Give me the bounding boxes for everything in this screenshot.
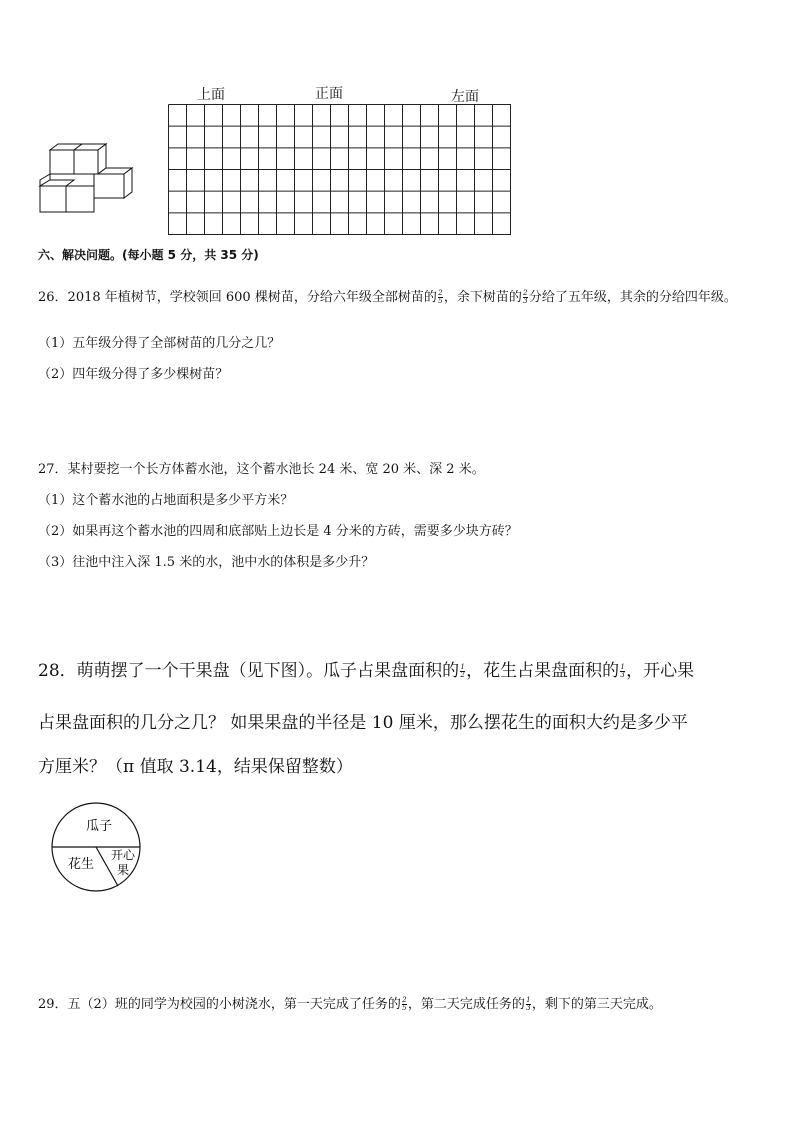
- question-27-stem: 27．某村要挖一个长方体蓄水池，这个蓄水池长 24 米、宽 20 米、深 2 米。: [38, 462, 485, 477]
- section-title: 六、解决问题。(每小题 5 分，共 35 分): [38, 248, 259, 262]
- grid-label-front: 正面: [315, 86, 343, 102]
- drawing-grid[interactable]: [168, 104, 512, 236]
- question-29-stem: 29．五（2）班的同学为校园的小树浇水，第一天完成了任务的 $\frac{2}{5}$ ，第二天完成任务的 $\frac{1}{3}$ ，剩下的第三天完成。: [38, 996, 662, 1012]
- question-26-sub1: （1）五年级分得了全部树苗的几分之几？: [38, 336, 281, 351]
- fraction: $\frac{1}{3}$: [526, 996, 531, 1012]
- question-28-line3: 方厘米？（π 值取 3.14，结果保留整数）: [38, 757, 353, 777]
- fraction: $\frac{2}{3}$: [523, 289, 528, 305]
- fruit-plate-figure: [48, 802, 148, 902]
- fraction: $\frac{2}{5}$: [438, 289, 443, 305]
- question-27-sub1: （1）这个蓄水池的占地面积是多少平方米？: [38, 493, 294, 508]
- grid-label-left: 左面: [451, 89, 479, 105]
- fraction: $\frac{2}{5}$: [402, 996, 407, 1012]
- fraction: $\frac{1}{3}$: [620, 663, 625, 679]
- question-26-stem: 26．2018 年植树节，学校领回 600 棵树苗，分给六年级全部树苗的 $\frac{2}{5}$ ，余下树苗的 $\frac{2}{3}$ 分给了五年级，其余的分给四年级。: [38, 289, 737, 305]
- grid-label-top: 上面: [197, 87, 225, 103]
- question-27-sub3: （3）往池中注入深 1.5 米的水，池中水的体积是多少升？: [38, 555, 375, 570]
- pie-label-kaixin-1: 开心: [111, 848, 136, 862]
- fraction: $\frac{1}{2}$: [460, 663, 465, 679]
- pie-label-kaixin-2: 果: [117, 863, 130, 877]
- question-28-line1: 28．萌萌摆了一个干果盘（见下图）。瓜子占果盘面积的 $\frac{1}{2}$ ，花生占果盘面积的 $\frac{1}{3}$ ，开心果: [38, 661, 695, 681]
- question-26-sub2: （2）四年级分得了多少棵树苗？: [38, 367, 229, 382]
- pie-label-huasheng: 花生: [68, 857, 95, 872]
- question-27-sub2: （2）如果再这个蓄水池的四周和底部贴上边长是 4 分米的方砖，需要多少块方砖？: [38, 524, 518, 539]
- pie-label-guazi: 瓜子: [86, 819, 113, 834]
- cube-figure: [38, 142, 138, 216]
- question-28-line2: 占果盘面积的几分之几？ 如果果盘的半径是 10 厘米，那么摆花生的面积大约是多少平: [38, 713, 688, 733]
